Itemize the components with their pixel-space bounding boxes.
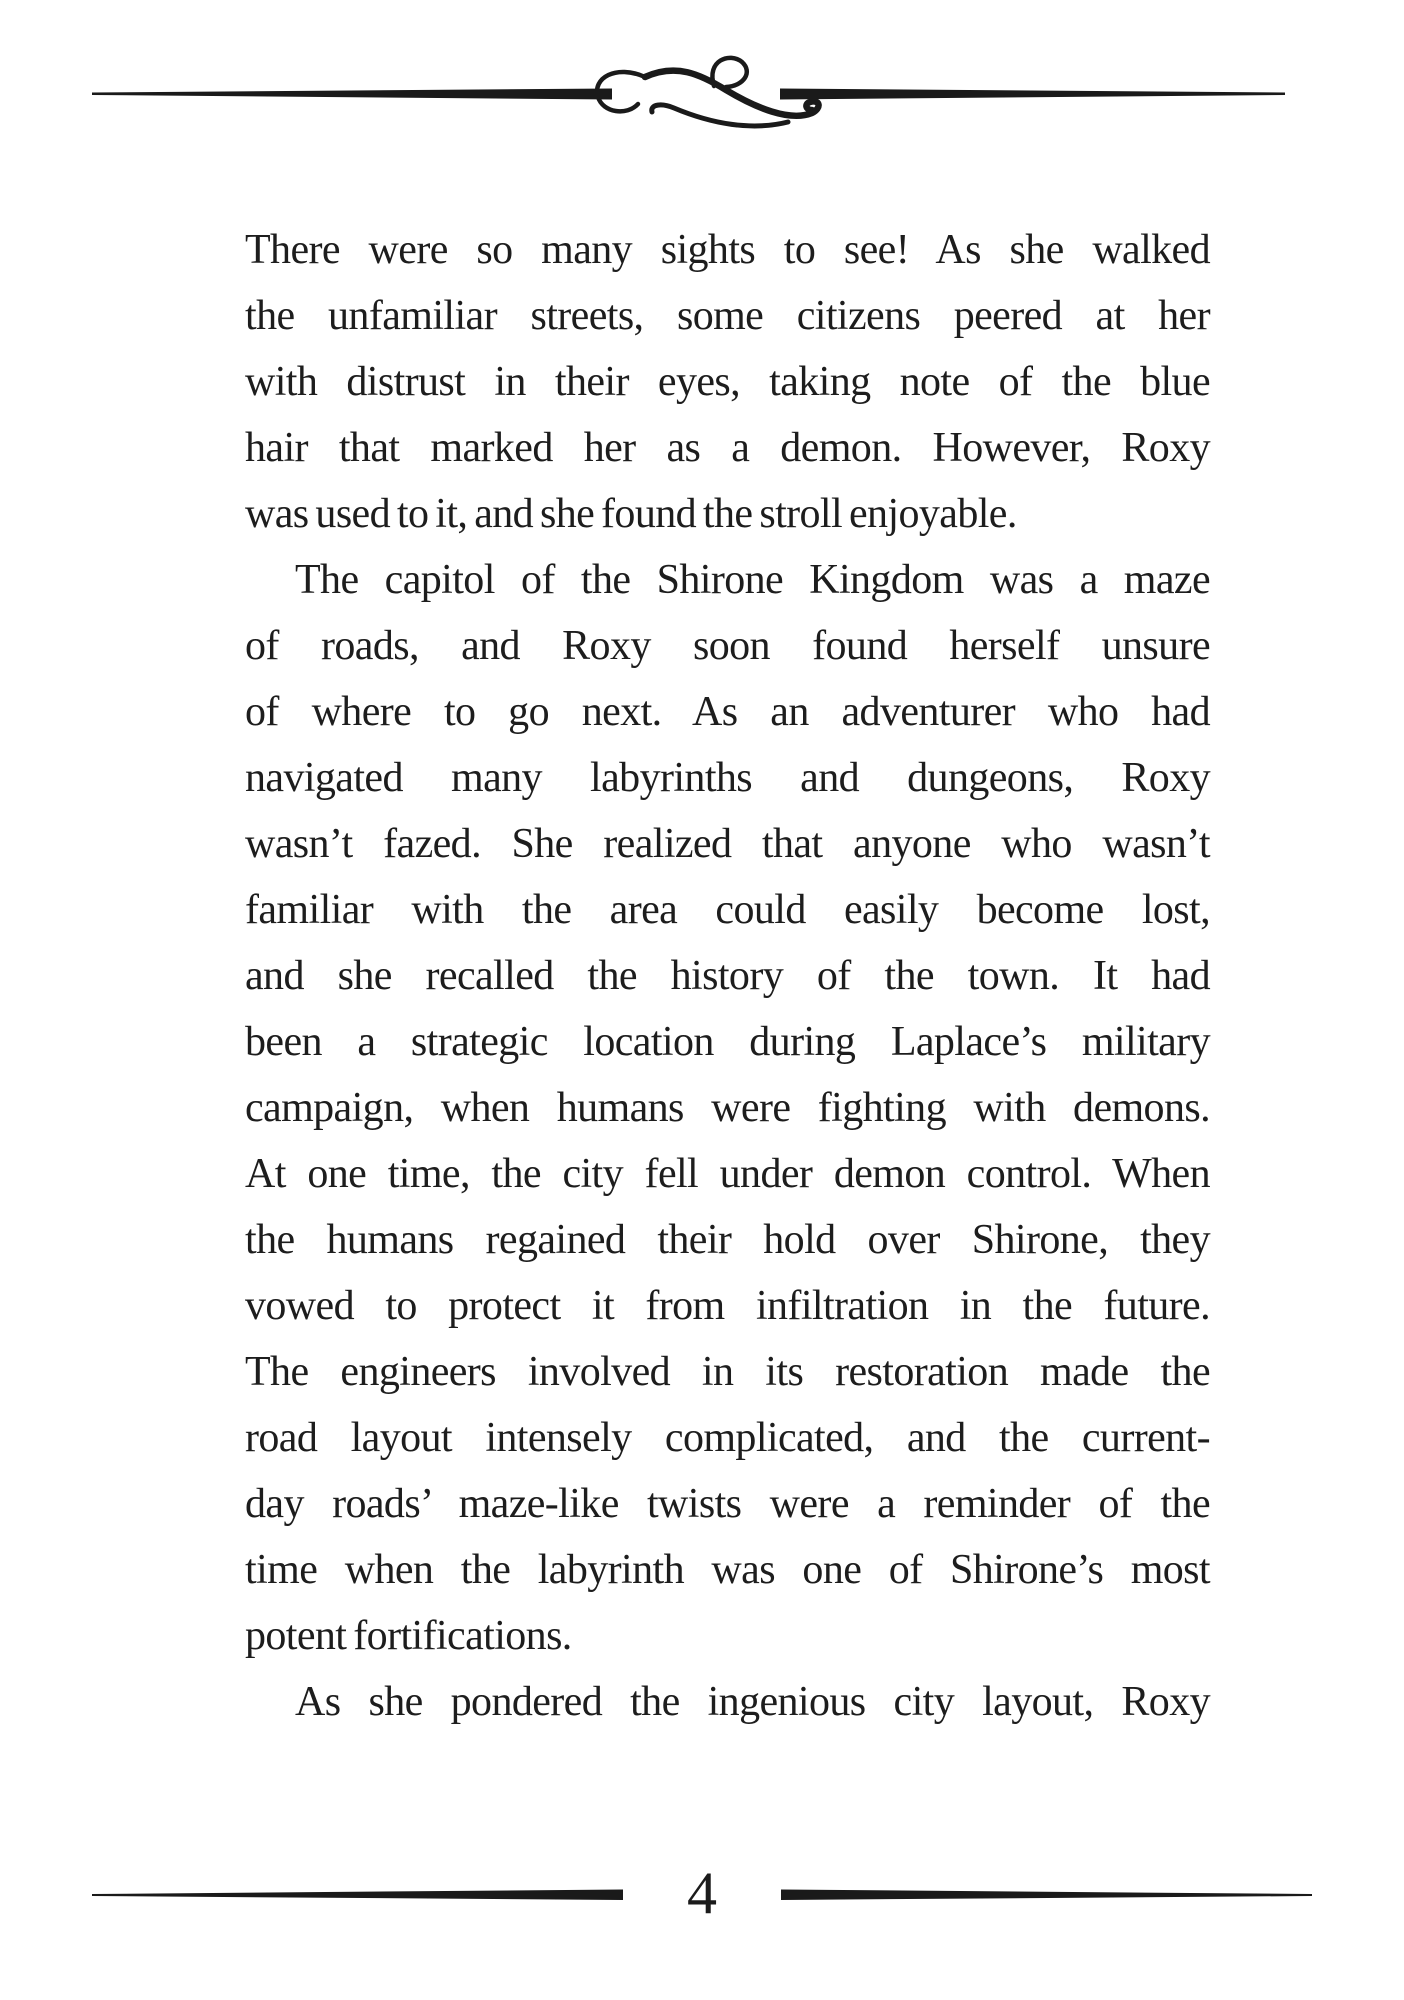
text-line: been a strategic location during Laplace’s military [245,1019,1210,1065]
text-line: with distrust in their eyes, taking note of the blue [245,359,1210,405]
text-line: At one time, the city fell under demon control. When [245,1151,1210,1197]
text-line: hair that marked her as a demon. However, Roxy [245,425,1210,471]
text-line: familiar with the area could easily become lost, [245,887,1210,933]
paragraph [245,217,1210,547]
footer-rule-right [781,1889,1312,1901]
text-line: and she recalled the history of the town. It had [245,953,1210,999]
page-number: 4 [687,1860,717,1926]
header-rule-right [780,89,1285,100]
paragraph [245,547,1210,1669]
text-line: There were so many sights to see! As she walked [245,227,1210,273]
text-line: The engineers involved in its restoration made the [245,1349,1210,1395]
header-rule-left [92,89,612,100]
page-text [245,217,1210,1735]
text-line: time when the labyrinth was one of Shirone’s most [245,1547,1210,1593]
text-line: vowed to protect it from infiltration in the future. [245,1283,1210,1329]
text-line: day roads’ maze-like twists were a reminder of the [245,1481,1210,1527]
text-line: was used to it, and she found the stroll enjoyable. [245,491,1017,537]
text-line: potent fortifications. [245,1613,572,1659]
text-line: of roads, and Roxy soon found herself unsure [245,623,1210,669]
text-line: As she pondered the ingenious city layout, Roxy [295,1679,1210,1725]
page-footer [0,1860,1404,1930]
text-line: campaign, when humans were fighting with demons. [245,1085,1210,1131]
text-line: the humans regained their hold over Shirone, they [245,1217,1210,1263]
text-line: The capitol of the Shirone Kingdom was a maze [295,557,1210,603]
text-line: navigated many labyrinths and dungeons, Roxy [245,755,1210,801]
text-line: wasn’t fazed. She realized that anyone who wasn’t [245,821,1210,867]
text-line: the unfamiliar streets, some citizens peered at her [245,293,1210,339]
text-line: road layout intensely complicated, and the current- [245,1415,1210,1461]
text-line: of where to go next. As an adventurer who had [245,689,1210,735]
footer-rule-left [92,1889,623,1901]
ornamental-divider [0,0,1404,170]
paragraph [245,1669,1210,1735]
